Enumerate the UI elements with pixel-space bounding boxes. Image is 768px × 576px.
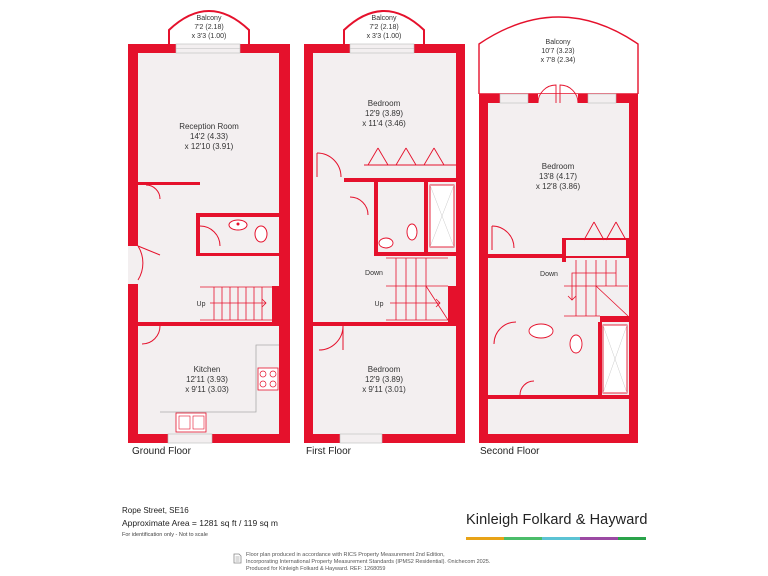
ff-balcony xyxy=(344,11,424,44)
ff-stairs-up-label: Up xyxy=(374,301,384,308)
property-area: Approximate Area = 1281 sq ft / 119 sq m xyxy=(122,518,279,528)
gf-stairs-up-label: Up xyxy=(196,301,206,308)
brand-bar-segment xyxy=(618,537,646,540)
ff-bedroom-rear-dim1: 12'9 (3.89) xyxy=(365,375,403,384)
sf-bedroom-name: Bedroom xyxy=(541,162,575,171)
ff-stairs-down-label: Down xyxy=(365,270,383,277)
ground-floor-label: Ground Floor xyxy=(132,446,191,457)
document-icon xyxy=(233,553,242,564)
sf-balcony-name: Balcony xyxy=(545,39,571,46)
brand-bar-segment xyxy=(504,537,542,540)
brand-bar-segment xyxy=(542,537,580,540)
ff-balcony-name: Balcony xyxy=(371,15,397,22)
gf-balcony-dim2: x 3'3 (1.00) xyxy=(191,33,227,40)
ff-bedroom-front-dim2: x 11'4 (3.46) xyxy=(362,119,406,128)
brand-name: Kinleigh Folkard & Hayward xyxy=(466,512,648,528)
sf-balcony xyxy=(479,17,638,94)
scale-note: For identification only - Not to scale xyxy=(122,532,208,538)
second-floor-plan xyxy=(479,17,638,443)
gf-reception-dim2: x 12'10 (3.91) xyxy=(184,142,234,151)
first-floor-plan xyxy=(304,11,465,443)
first-floor-label: First Floor xyxy=(306,446,351,457)
sf-balcony-dim2: x 7'8 (2.34) xyxy=(540,57,576,64)
footer-line-1: Floor plan produced in accordance with RICS Property Measurement 2nd Edition, xyxy=(246,552,445,558)
gf-kitchen-dim2: x 9'11 (3.03) xyxy=(185,385,229,394)
property-address: Rope Street, SE16 xyxy=(122,506,189,515)
ff-bedroom-front-dim1: 12'9 (3.89) xyxy=(365,109,403,118)
gf-kitchen-dim1: 12'11 (3.93) xyxy=(186,375,228,384)
ff-balcony-dim1: 7'2 (2.18) xyxy=(369,24,399,31)
ground-floor-plan xyxy=(128,11,290,443)
footer-line-2: Incorporating International Property Measurement Standards (IPMS2 Residential). ©nichecom 2025. xyxy=(246,559,491,565)
brand-bar-segment xyxy=(466,537,504,540)
ff-balcony-dim2: x 3'3 (1.00) xyxy=(366,33,402,40)
footer-text xyxy=(246,552,490,573)
gf-balcony-dim1: 7'2 (2.18) xyxy=(194,24,224,31)
ff-bedroom-rear-name: Bedroom xyxy=(367,365,401,374)
gf-reception-dim1: 14'2 (4.33) xyxy=(190,132,228,141)
ff-bedroom-front-name: Bedroom xyxy=(367,99,401,108)
brand-bar-segment xyxy=(580,537,618,540)
ff-bedroom-rear-dim2: x 9'11 (3.01) xyxy=(362,385,406,394)
gf-kitchen-name: Kitchen xyxy=(193,365,221,374)
gf-balcony-name: Balcony xyxy=(196,15,222,22)
sf-stairs-down-label: Down xyxy=(540,271,558,278)
gf-hob xyxy=(258,368,278,390)
gf-reception-name: Reception Room xyxy=(179,122,239,131)
sf-bedroom-dim1: 13'8 (4.17) xyxy=(539,172,577,181)
footer-line-3: Produced for Kinleigh Folkard & Hayward. REF: 1268059 xyxy=(246,566,386,572)
sf-balcony-dim1: 10'7 (3.23) xyxy=(541,48,575,55)
second-floor-label: Second Floor xyxy=(480,446,540,457)
gf-balcony xyxy=(169,11,249,44)
sf-bedroom-dim2: x 12'8 (3.86) xyxy=(535,182,581,191)
